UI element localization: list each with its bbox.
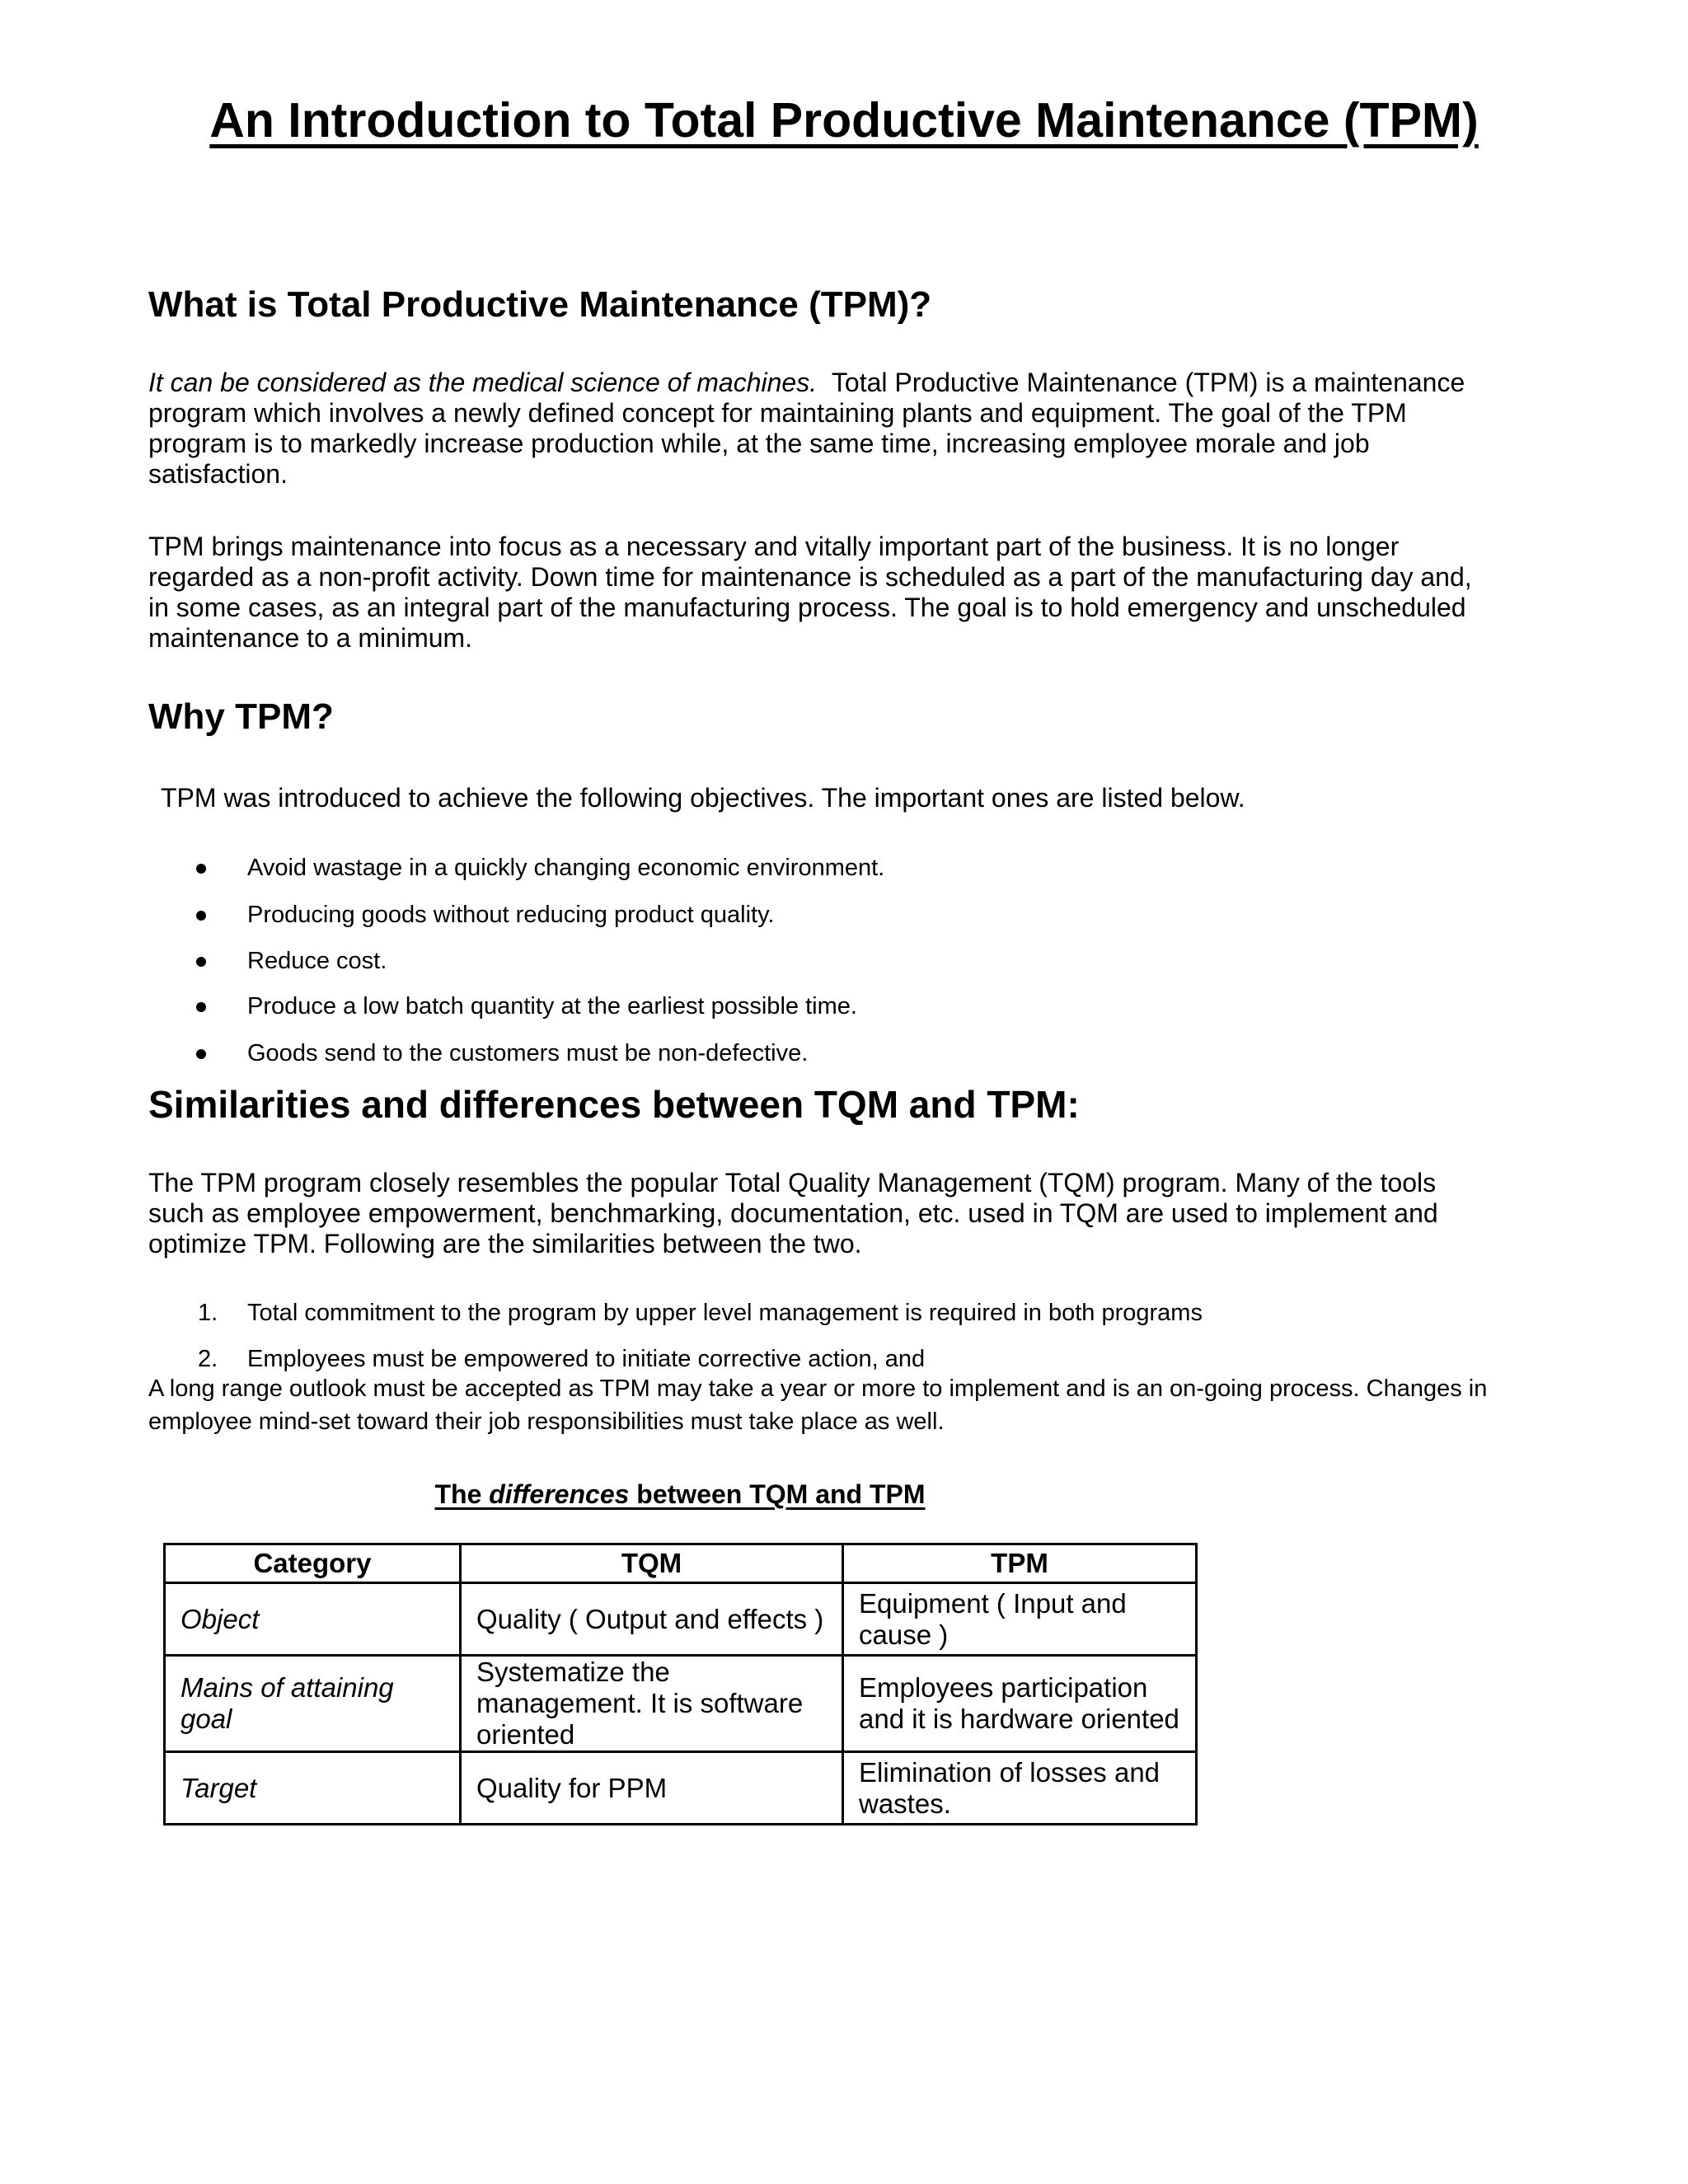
- paragraph-line: TPM was introduced to achieve the following objectives. The important ones are listed below.: [161, 783, 1245, 813]
- paragraph-long-range-outlook: [148, 1372, 1487, 1438]
- table-cell-category: Mains of attaining goal: [165, 1656, 461, 1752]
- column-header-tpm: TPM: [843, 1544, 1197, 1583]
- table-cell-tqm: Systematize the management. It is software oriented: [461, 1656, 843, 1752]
- paragraph-tpm-definition: [148, 368, 1550, 490]
- paragraph-line: program which involves a newly defined concept for maintaining plants and equipment. The goal of the TPM: [148, 398, 1407, 428]
- table-cell-category: Object: [165, 1583, 461, 1656]
- bullet-icon: [196, 864, 206, 874]
- paragraph-line: TPM brings maintenance into focus as a necessary and vitally important part of the business. It is no longer: [148, 532, 1400, 561]
- caption-emphasis: differences: [489, 1479, 630, 1509]
- table-caption: [0, 1479, 1360, 1510]
- table-cell-tpm: Equipment ( Input and cause ): [843, 1583, 1197, 1656]
- paragraph-line: optimize TPM. Following are the similarities between the two.: [148, 1229, 862, 1258]
- paragraph-line: A long range outlook must be accepted as TPM may take a year or more to implement and is an on-going process. Changes in: [148, 1376, 1488, 1402]
- section-heading-similarities: Similarities and differences between TQM and TPM:: [148, 1083, 1080, 1126]
- list-number: 1.: [198, 1300, 218, 1326]
- section-heading-why-tpm: Why TPM?: [148, 696, 334, 737]
- caption-text: between TQM and TPM: [629, 1479, 926, 1509]
- table-cell-tqm: Quality for PPM: [461, 1752, 843, 1825]
- table-cell-category: Target: [165, 1752, 461, 1825]
- paragraph-line: regarded as a non-profit activity. Down time for maintenance is scheduled as a part of the manufacturing day and,: [148, 562, 1472, 592]
- differences-table: [163, 1543, 1198, 1825]
- table-cell-tqm: Quality ( Output and effects ): [461, 1583, 843, 1656]
- table-cell-tpm: Elimination of losses and wastes.: [843, 1752, 1197, 1825]
- paragraph-line: satisfaction.: [148, 459, 288, 489]
- table-header-row: [165, 1544, 1197, 1583]
- column-header-tqm: TQM: [461, 1544, 843, 1583]
- table-row: [165, 1656, 1197, 1752]
- list-number: 2.: [198, 1346, 218, 1372]
- paragraph-line: [148, 368, 1550, 398]
- bullet-icon: [196, 957, 206, 967]
- paragraph-line: The TPM program closely resembles the popular Total Quality Management (TQM) program. Many of the tools: [148, 1168, 1437, 1197]
- paragraph-why-intro: [161, 783, 1562, 813]
- paragraph-line: such as employee empowerment, benchmarking, documentation, etc. used in TQM are used to implement and: [148, 1198, 1438, 1228]
- list-item-text: Total commitment to the program by upper level management is required in both programs: [247, 1300, 1203, 1326]
- list-item-text: Avoid wastage in a quickly changing economic environment.: [247, 855, 885, 881]
- list-item-text: Employees must be empowered to initiate corrective action, and: [247, 1346, 926, 1372]
- table-row: [165, 1752, 1197, 1825]
- document-title: An Introduction to Total Productive Maintenance (TPM): [209, 93, 1479, 148]
- italic-lead-sentence: It can be considered as the medical science of machines.: [148, 368, 818, 397]
- paragraph-tqm-comparison: [148, 1168, 1550, 1259]
- list-item-text: Reduce cost.: [247, 948, 387, 974]
- paragraph-tpm-focus: [148, 532, 1550, 654]
- list-item-text: Goods send to the customers must be non-defective.: [247, 1040, 809, 1066]
- list-item-text: Producing goods without reducing product quality.: [247, 902, 775, 928]
- paragraph-line: maintenance to a minimum.: [148, 623, 473, 653]
- column-header-category: Category: [165, 1544, 461, 1583]
- list-item-text: Produce a low batch quantity at the earliest possible time.: [247, 993, 857, 1019]
- bullet-icon: [196, 1002, 206, 1012]
- section-heading-what-is-tpm: What is Total Productive Maintenance (TPM)?: [148, 284, 932, 325]
- caption-text: The: [434, 1479, 490, 1509]
- paragraph-line: employee mind-set toward their job responsibilities must take place as well.: [148, 1408, 945, 1435]
- table-cell-tpm: Employees participation and it is hardware oriented: [843, 1656, 1197, 1752]
- table-row: [165, 1583, 1197, 1656]
- bullet-icon: [196, 1049, 206, 1059]
- paragraph-line: in some cases, as an integral part of the manufacturing process. The goal is to hold emergency and unscheduled: [148, 593, 1466, 622]
- bullet-icon: [196, 911, 206, 921]
- text-run: Total Productive Maintenance (TPM) is a maintenance: [831, 368, 1465, 397]
- paragraph-line: program is to markedly increase production while, at the same time, increasing employee morale and job: [148, 429, 1370, 458]
